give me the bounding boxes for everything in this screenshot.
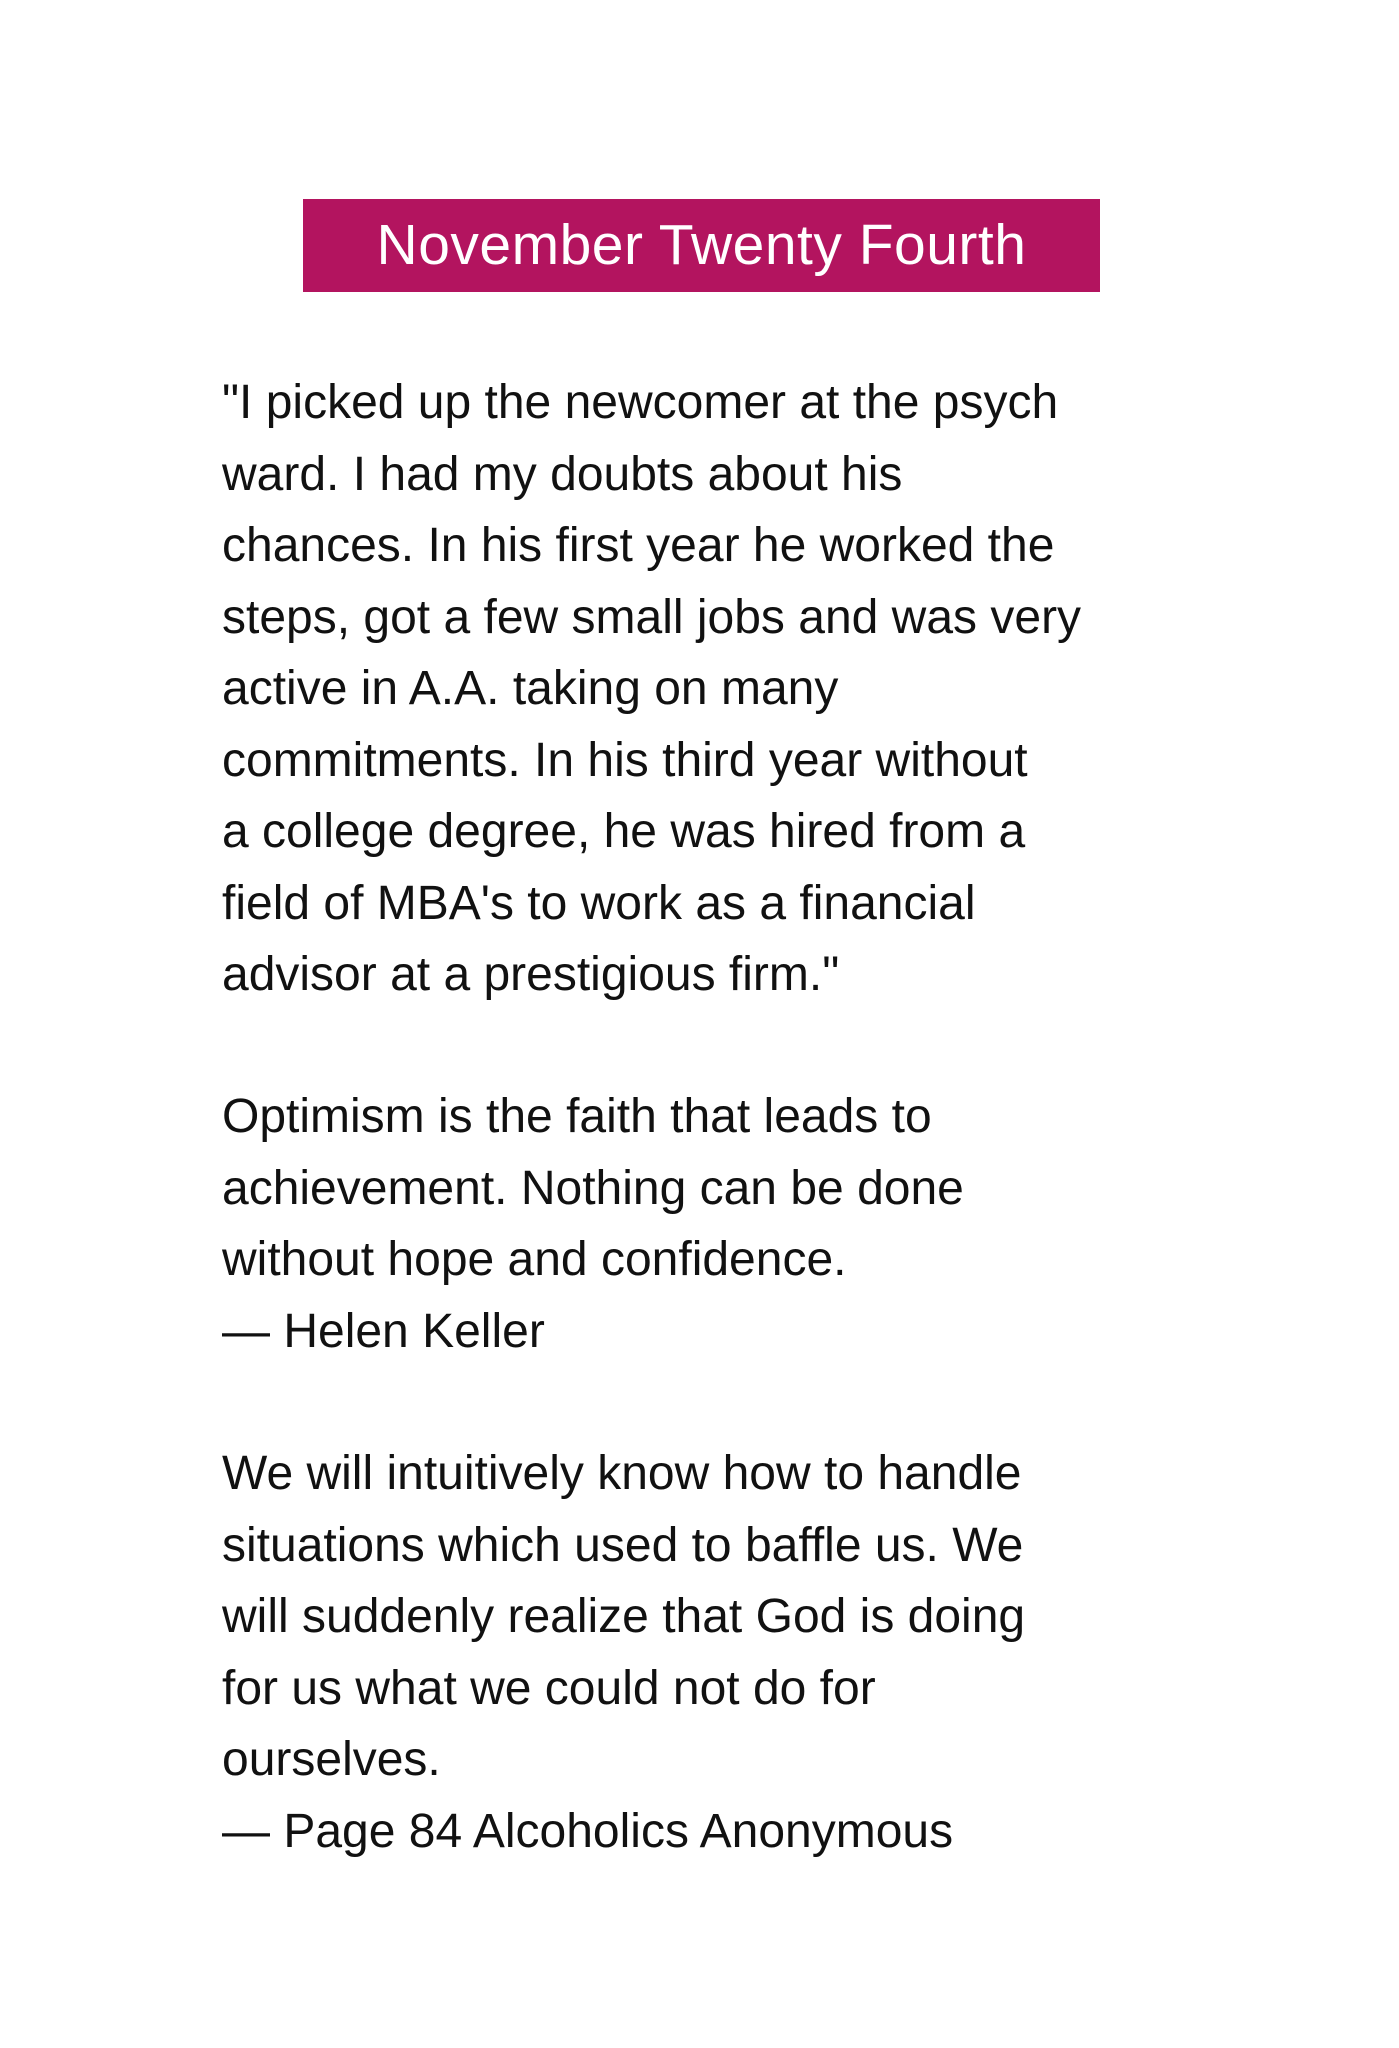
keller-quote [222,1081,1202,1367]
quote-line: without hope and confidence. [222,1233,847,1286]
story-line: active in A.A. taking on many [222,662,839,715]
quote-line: achievement. Nothing can be done [222,1161,964,1215]
title-banner [303,199,1100,292]
story-line: ward. I had my doubts about his [222,447,903,501]
story-line: advisor at a prestigious firm." [222,948,840,1001]
story-paragraph [222,367,1202,1011]
story-line: "I picked up the newcomer at the psych [222,376,1059,429]
quote-line: Optimism is the faith that leads to [222,1090,932,1143]
story-line: chances. In his first year he worked the [222,519,1055,572]
aa-quote [222,1438,1202,1867]
quote-line: situations which used to baffle us. We [222,1518,1024,1572]
story-line: a college degree, he was hired from a [222,805,1026,858]
story-line: field of MBA's to work as a financial [222,876,976,930]
quote-line: ourselves. [222,1733,441,1786]
story-line: commitments. In his third year without [222,733,1028,787]
page-title: November Twenty Fourth [376,213,1027,277]
story-line: steps, got a few small jobs and was very [222,590,1082,644]
quote-line: for us what we could not do for [222,1661,876,1715]
quote-attribution: — Helen Keller [222,1304,545,1358]
quote-line: will suddenly realize that God is doing [222,1590,1026,1643]
quote-attribution: — Page 84 Alcoholics Anonymous [222,1804,954,1858]
quote-line: We will intuitively know how to handle [222,1447,1022,1500]
